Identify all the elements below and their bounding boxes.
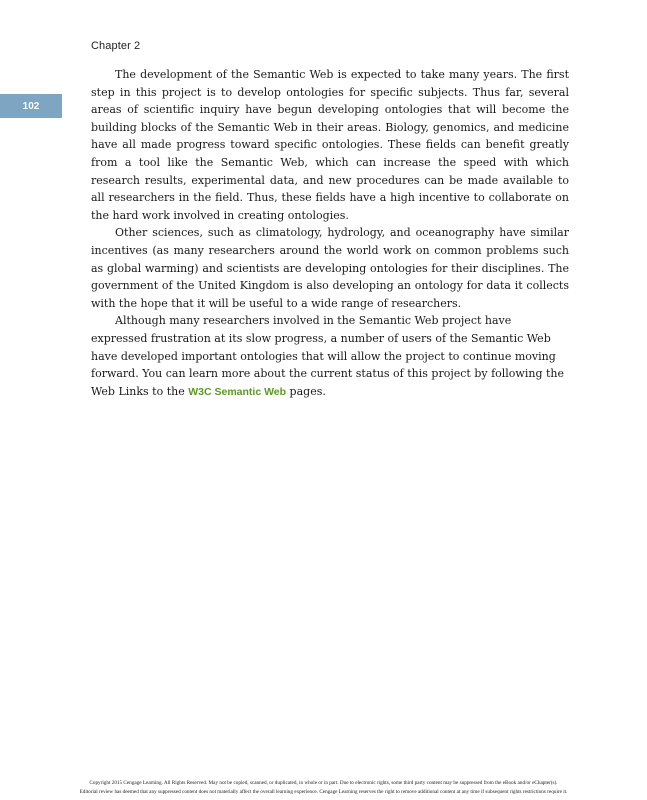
page-number-tab [0, 94, 62, 118]
page-number: 102 [22, 100, 40, 112]
paragraph-3 [91, 312, 569, 401]
chapter-heading: Chapter 2 [91, 40, 141, 52]
copyright-line-2: Editorial review has deemed that any suppressed content does not materially affect the overall learning experience. Cengage Learning reserves the right to remove additional content at any time if subsequent rights restrictions require it. [79, 789, 568, 795]
paragraph-3-end: pages. [286, 384, 326, 398]
paragraph-2: Other sciences, such as climatology, hydrology, and oceanography have similar incentives (as many researchers around the world work on common problems such as global warming) and scientists are developing ontologies for their disciplines. The government of the United Kingdom is also developing an ontology for data it collects with the hope that it will be useful to a wide range of researchers. [91, 226, 569, 310]
paragraph-3-text: Although many researchers involved in the Semantic Web project have expressed frustration at its slow progress, a number of users of the Semantic Web have developed important ontologies that will allow the project to continue moving forward. You can learn more about the current status of this project by following the Web Links to the [91, 314, 564, 398]
copyright-line-1: Copyright 2015 Cengage Learning. All Rights Reserved. May not be copied, scanned, or duplicated, in whole or in part. Due to electronic rights, some third party content may be suppressed from the eBook and/or eChapter(s). [89, 780, 558, 786]
w3c-semantic-web-link[interactable]: W3C Semantic Web [188, 385, 287, 398]
copyright-notice [0, 779, 647, 797]
body-text [91, 66, 569, 401]
paragraph-1: The development of the Semantic Web is expected to take many years. The first step in this project is to develop ontologies for specific subjects. Thus far, several areas of scientific inquiry have begun developing ontologies that will become the building blocks of the Semantic Web in their areas. Biology, genomics, and medicine have all made progress toward specific ontologies. These fields can benefit greatly from a tool like the Semantic Web, which can increase the speed with which research results, experimental data, and new procedures can be made available to all researchers in the field. Thus, these fields have a high incentive to collaborate on the hard work involved in creating ontologies. [91, 68, 569, 222]
